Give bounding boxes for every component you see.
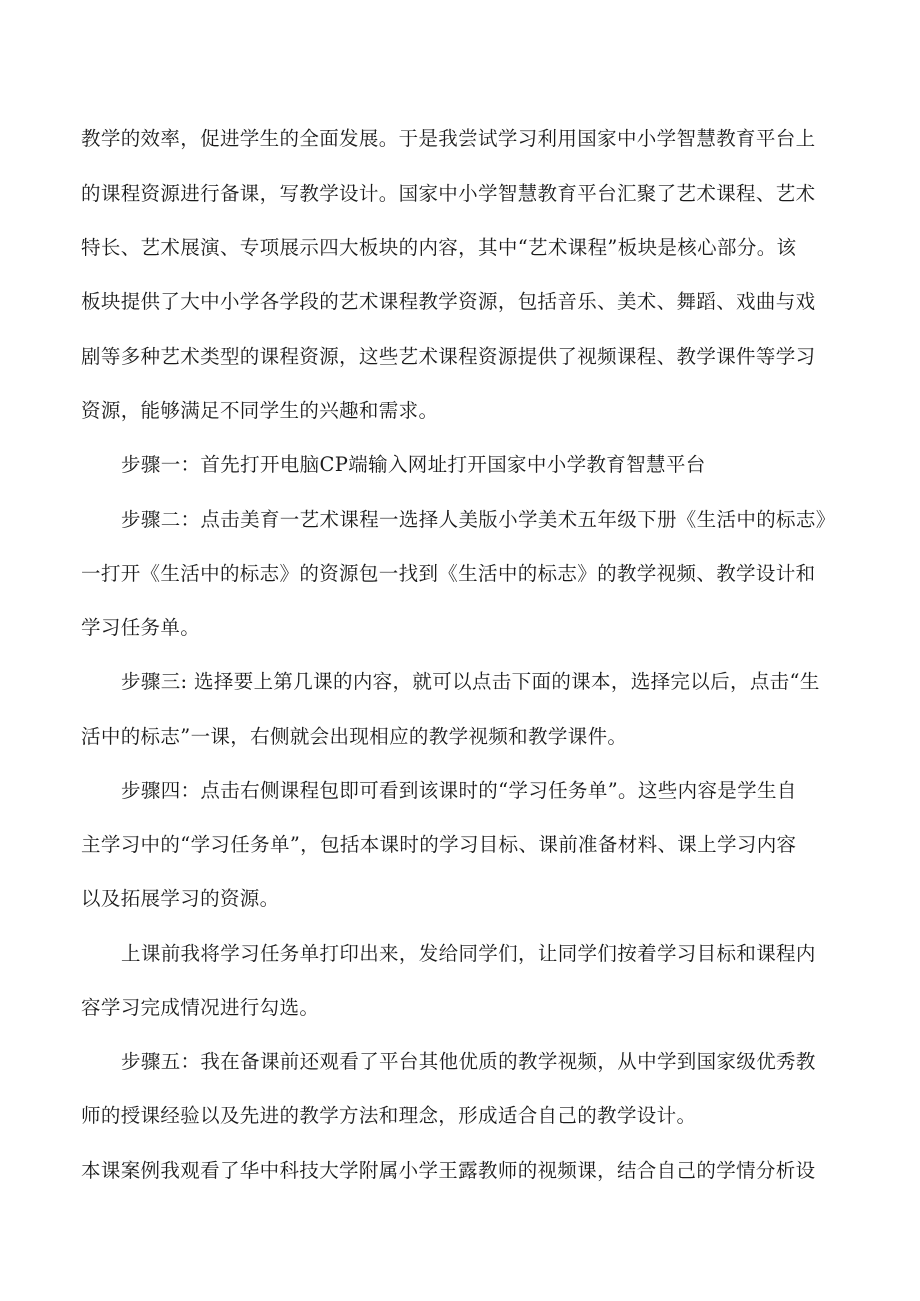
text-line: 上课前我将学习任务单打印出来，发给同学们，让同学们按着学习目标和课程内 [121, 942, 816, 965]
step-three-line: 步骤三: 选择要上第几课的内容，就可以点击下面的课本，选择完以后，点击“生 [121, 670, 820, 693]
text-line: 资源，能够满足不同学生的兴趣和需求。 [81, 399, 439, 422]
text-line: 本课案例我观看了华中科技大学附属小学王露教师的视频课，结合自己的学情分析设 [81, 1159, 816, 1182]
text-line: 学习任务单。 [81, 616, 201, 639]
text-line: 容学习完成情况进行勾选。 [81, 996, 320, 1019]
text-line: 师的授课经验以及先进的教学方法和理念，形成适合自己的教学设计。 [81, 1104, 697, 1127]
step-four-line: 步骤四：点击右侧课程包即可看到该课时的“学习任务单”。这些内容是学生自 [121, 779, 797, 802]
text-line: 一打开《生活中的标志》的资源包一找到《生活中的标志》的教学视频、教学设计和 [81, 562, 816, 585]
text-line: 活中的标志”一课，右侧就会出现相应的教学视频和教学课件。 [81, 725, 628, 748]
step-one-line: 步骤一：首先打开电脑CP端输入网址打开国家中小学教育智慧平台 [121, 453, 706, 476]
text-line: 特长、艺术展演、专项展示四大板块的内容，其中“艺术课程”板块是核心部分。该 [81, 236, 797, 259]
text-line: 以及拓展学习的资源。 [81, 887, 280, 910]
text-line: 的课程资源进行备课，写教学设计。国家中小学智慧教育平台汇聚了艺术课程、艺术 [81, 182, 816, 205]
step-five-line: 步骤五：我在备课前还观看了平台其他优质的教学视频，从中学到国家级优秀教 [121, 1050, 816, 1073]
step-two-line: 步骤二：点击美育一艺术课程一选择人美版小学美术五年级下册《生活中的标志》 [121, 508, 836, 531]
text-line: 教学的效率，促进学生的全面发展。于是我尝试学习利用国家中小学智慧教育平台上 [81, 127, 816, 150]
text-line: 剧等多种艺术类型的课程资源，这些艺术课程资源提供了视频课程、教学课件等学习 [81, 345, 816, 368]
text-line: 板块提供了大中小学各学段的艺术课程教学资源，包括音乐、美术、舞蹈、戏曲与戏 [81, 290, 816, 313]
text-line: 主学习中的“学习任务单”，包括本课时的学习目标、课前准备材料、课上学习内容 [81, 833, 797, 856]
